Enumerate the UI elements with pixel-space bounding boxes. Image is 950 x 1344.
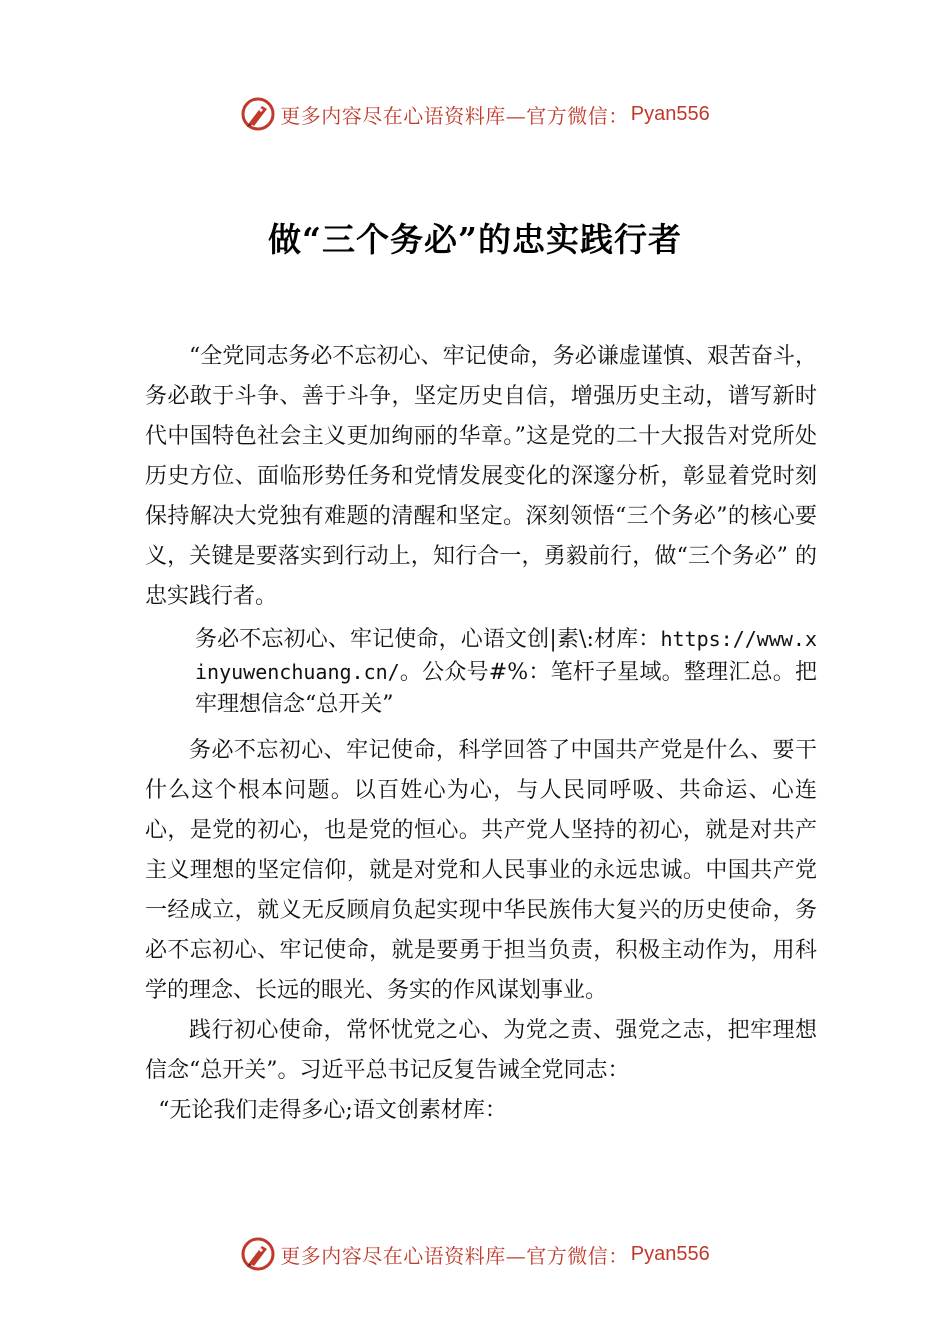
footer-watermark-banner bbox=[0, 1234, 950, 1274]
watermark-text: 更多内容尽在心语资料库—官方微信： bbox=[280, 1243, 629, 1268]
document-body bbox=[145, 337, 817, 1131]
paragraph: 践行初心使命，常怀忧党之心、为党之责、强党之志，把牢理想信念“总开关”。习近平总书记反复告诫全党同志： bbox=[145, 1018, 817, 1083]
pen-nib-logo-icon bbox=[240, 96, 276, 132]
subheading-text: 。公众号#%：笔杆子星域。整理汇总。把牢理想信念“总开关” bbox=[195, 660, 817, 717]
source-url: https://www.xinyuwenchuang.cn/ bbox=[195, 627, 817, 684]
section-subheading bbox=[145, 623, 817, 721]
paragraph: 务必不忘初心、牢记使命，科学回答了中国共产党是什么、要干什么这个根本问题。以百姓心为心，与人民同呼吸、共命运、心连心，是党的初心，也是党的恒心。共产党人坚持的初心，就是对共产主义理想的坚定信仰，就是对党和人民事业的永远忠诚。中国共产党一经成立，就义无反顾肩负起实现中华民族伟大复兴的历史使命，务必不忘初心、牢记使命，就是要勇于担当负责，积极主动作为，用科学的理念、长远的眼光、务实的作风谋划事业。 bbox=[145, 738, 817, 1003]
paragraph-continuation: “无论我们走得多心;语文创素材库： bbox=[158, 1098, 507, 1123]
subheading-text: 务必不忘初心、牢记使命，心语文创|素\:材库： bbox=[195, 627, 661, 652]
watermark-text: 更多内容尽在心语资料库—官方微信： bbox=[280, 103, 629, 128]
header-watermark-banner bbox=[0, 94, 950, 134]
document-title: 做“三个务必”的忠实践行者 bbox=[268, 220, 682, 259]
watermark-wechat-id: Pyan556 bbox=[630, 102, 710, 125]
watermark-wechat-id: Pyan556 bbox=[630, 1242, 710, 1265]
paragraph: “全党同志务必不忘初心、牢记使命，务必谦虚谨慎、艰苦奋斗，务必敢于斗争、善于斗争，坚定历史自信，增强历史主动，谱写新时代中国特色社会主义更加绚丽的华章。”这是党的二十大报告对党所处历史方位、面临形势任务和党情发展变化的深邃分析，彰显着党时刻保持解决大党独有难题的清醒和坚定。深刻领悟“三个务必”的核心要义，关键是要落实到行动上，知行合一，勇毅前行，做“三个务必” 的忠实践行者。 bbox=[145, 344, 817, 609]
pen-nib-logo-icon bbox=[240, 1236, 276, 1272]
